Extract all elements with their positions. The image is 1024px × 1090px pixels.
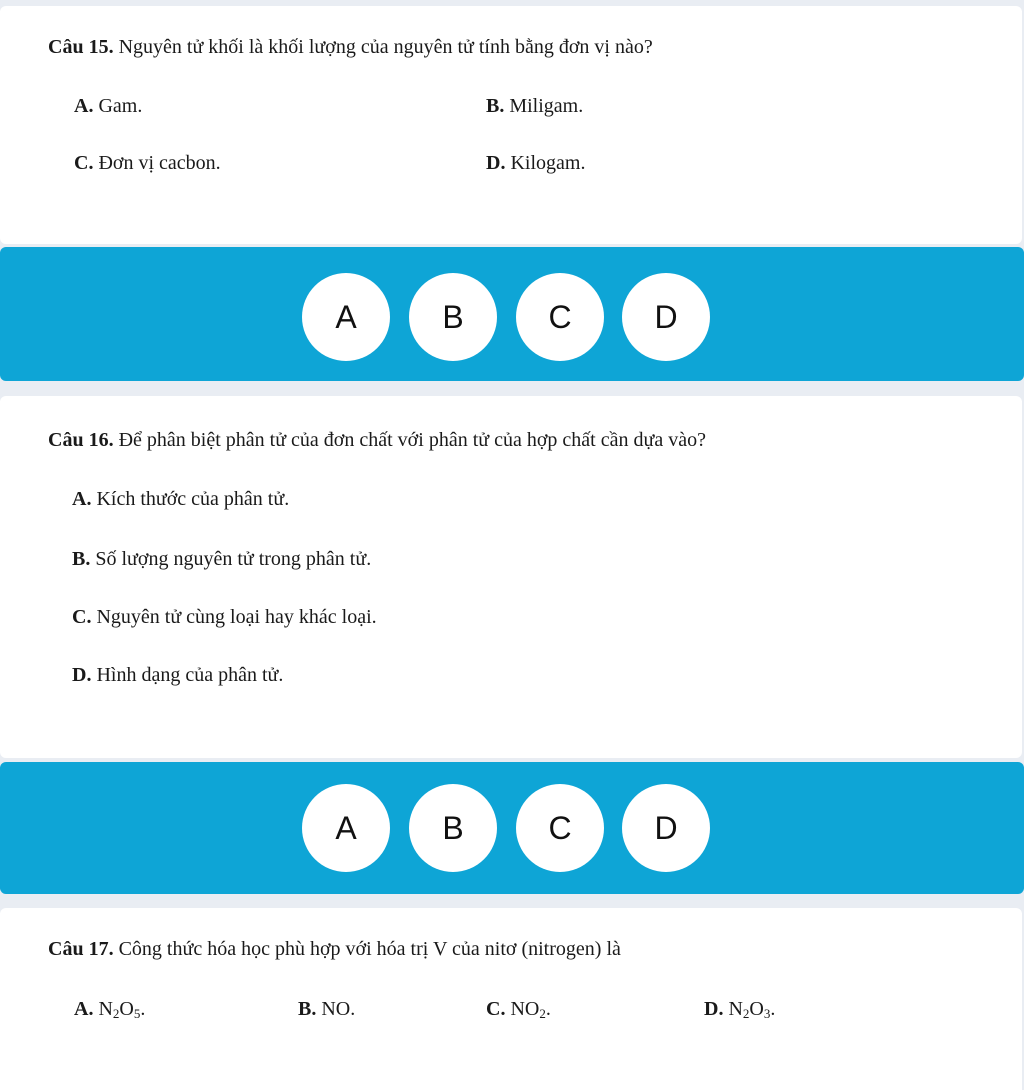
q15-option-d-text: Kilogam. — [510, 152, 586, 174]
q15-answer-a-button[interactable]: A — [302, 273, 390, 361]
q16-option-d-text: Hình dạng của phân tử. — [96, 664, 284, 686]
q15-option-b — [486, 95, 583, 118]
question-17-card — [0, 908, 1022, 1090]
q17-option-b-label: B. — [298, 998, 317, 1020]
answer-band-q15 — [0, 247, 1024, 381]
q17-option-b — [298, 998, 355, 1021]
question-16-number: Câu 16. — [48, 429, 114, 451]
q15-option-c-label: C. — [74, 152, 94, 174]
question-17-number: Câu 17. — [48, 938, 114, 960]
q16-answer-d-button[interactable]: D — [622, 784, 710, 872]
question-15-card — [0, 6, 1022, 244]
q15-option-c — [74, 152, 221, 175]
q16-option-b-text: Số lượng nguyên tử trong phân tử. — [95, 548, 372, 570]
q17-option-a-formula: $N_2O_5$. — [98, 998, 146, 1021]
q16-option-a — [72, 488, 289, 511]
q16-option-d-label: D. — [72, 664, 92, 686]
question-16-text — [48, 429, 706, 452]
q15-option-d-label: D. — [486, 152, 506, 174]
q16-answer-b-button[interactable]: B — [409, 784, 497, 872]
q15-option-a-label: A. — [74, 95, 94, 117]
question-15-text — [48, 36, 653, 59]
q16-option-b-label: B. — [72, 548, 91, 570]
q17-option-a-label: A. — [74, 998, 94, 1020]
q15-option-a — [74, 95, 142, 118]
question-16-stem: Để phân biệt phân tử của đơn chất với phân tử của hợp chất cần dựa vào? — [118, 429, 706, 451]
q17-option-c — [486, 998, 551, 1021]
question-17-stem: Công thức hóa học phù hợp với hóa trị V của nitơ (nitrogen) là — [118, 938, 621, 960]
q15-option-d — [486, 152, 585, 175]
q17-option-d-formula: $N_2O_3$. — [728, 998, 776, 1021]
q15-option-c-text: Đơn vị cacbon. — [98, 152, 221, 174]
q16-option-a-label: A. — [72, 488, 92, 510]
q17-option-b-formula: NO. — [321, 998, 356, 1020]
answer-band-q16 — [0, 762, 1024, 894]
q15-answer-b-button[interactable]: B — [409, 273, 497, 361]
question-15-number: Câu 15. — [48, 36, 114, 58]
q16-option-b — [72, 548, 371, 571]
q16-option-c — [72, 606, 377, 629]
question-16-card — [0, 396, 1022, 758]
q16-answer-c-button[interactable]: C — [516, 784, 604, 872]
q17-option-d-label: D. — [704, 998, 724, 1020]
q15-answer-d-button[interactable]: D — [622, 273, 710, 361]
q15-option-b-label: B. — [486, 95, 505, 117]
q16-option-a-text: Kích thước của phân tử. — [96, 488, 290, 510]
q17-option-a — [74, 998, 145, 1021]
q15-option-a-text: Gam. — [98, 95, 143, 117]
q17-option-c-label: C. — [486, 998, 506, 1020]
q15-answer-c-button[interactable]: C — [516, 273, 604, 361]
q15-option-b-text: Miligam. — [509, 95, 584, 117]
q16-answer-a-button[interactable]: A — [302, 784, 390, 872]
q16-option-d — [72, 664, 283, 687]
q17-option-d — [704, 998, 775, 1021]
question-17-text — [48, 938, 621, 961]
q16-option-c-label: C. — [72, 606, 92, 628]
question-15-stem: Nguyên tử khối là khối lượng của nguyên tử tính bằng đơn vị nào? — [118, 36, 653, 58]
q17-option-c-formula: $NO_2$. — [510, 998, 551, 1021]
q16-option-c-text: Nguyên tử cùng loại hay khác loại. — [96, 606, 377, 628]
